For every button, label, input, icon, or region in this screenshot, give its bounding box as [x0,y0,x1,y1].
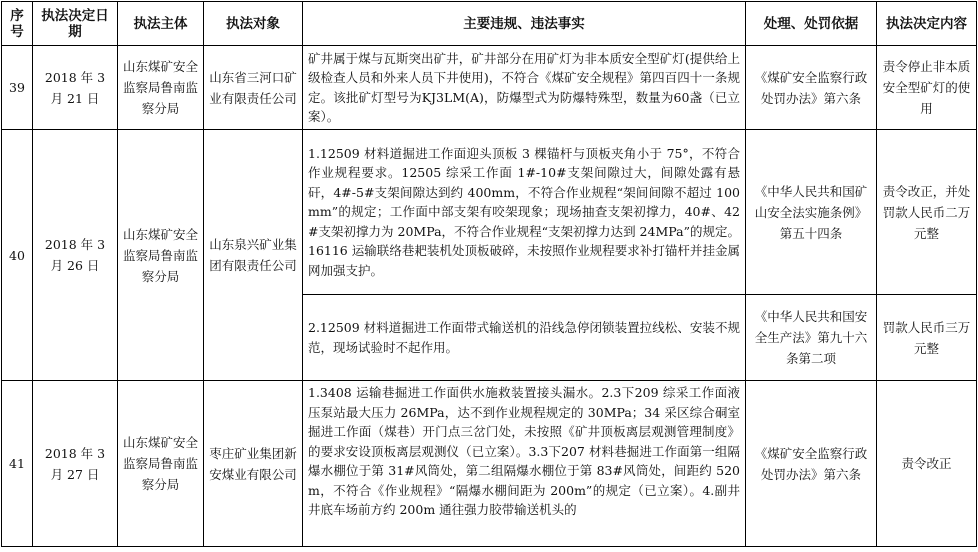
row-basis: 《中华人民共和国矿山安全法实施条例》第五十四条 [746,130,877,295]
header-row [2,2,977,46]
row-date: 2018 年 3 月 27 日 [33,381,118,547]
row-content-2: 罚款人民币三万元整 [877,295,977,381]
col-header-no: 序号 [2,2,33,46]
row-basis: 《煤矿安全监察行政处罚办法》第六条 [746,46,877,130]
col-header-date: 执法决定日期 [33,2,118,46]
col-header-subject: 执法主体 [118,2,204,46]
row-content: 责令改正，并处罚款人民币二万元整 [877,130,977,295]
row-content: 责令改正 [877,381,977,547]
row-facts-2: 2.12509 材料道掘进工作面带式输送机的沿线急停闭锁装置拉线松、安装不规范，现场试验时不起作用。 [303,295,746,381]
table-row [2,130,977,295]
row-no: 39 [2,46,33,130]
col-header-facts: 主要违规、违法事实 [303,2,746,46]
col-header-content: 执法决定内容 [877,2,977,46]
col-header-target: 执法对象 [204,2,303,46]
row-facts: 矿井属于煤与瓦斯突出矿井，矿井部分在用矿灯为非本质安全型矿灯(提供给上级检查人员和外来人员下井使用)，不符合《煤矿安全规程》第四百四十一条规定。该批矿灯型号为KJ3LM(A)，防爆型式为防爆特殊型，数量为60盏（已立案）。 [303,46,746,130]
table-row [2,381,977,547]
row-facts: 1.12509 材料道掘进工作面迎头顶板 3 棵锚杆与顶板夹角小于 75°，不符合作业规程要求。12505 综采工作面 1#-10#支架间隙过大，间隙处露有悬矸，4#-5#支架间隙达到约 400mm，不符合作业规程“架间间隙不超过 100mm”的规定；工作面中部支架有咬架现象；现场抽查支架初撑力，40#、42#支架初撑力为 20MPa，不符合作业规程“支架初撑力达到 24MPa”的规定。16116 运输联络巷耙装机处顶板破碎，未按照作业规程要求补打锚杆并挂金属网加强支护。 [303,130,746,295]
row-basis: 《煤矿安全监察行政处罚办法》第六条 [746,381,877,547]
row-target: 山东省三河口矿业有限责任公司 [204,46,303,130]
row-basis-2: 《中华人民共和国安全生产法》第九十六条第二项 [746,295,877,381]
row-subject: 山东煤矿安全监察局鲁南监察分局 [118,381,204,547]
row-subject: 山东煤矿安全监察局鲁南监察分局 [118,130,204,381]
row-content: 责令停止非本质安全型矿灯的使用 [877,46,977,130]
row-subject: 山东煤矿安全监察局鲁南监察分局 [118,46,204,130]
row-facts: 1.3408 运输巷掘进工作面供水施救装置接头漏水。2.3下209 综采工作面液压泵站最大压力 26MPa，达不到作业规程规定的 30MPa；34 采区综合硐室掘进工作面（煤巷）开门点三岔门处，未按照《矿井顶板离层观测管理制度》的要求安设顶板离层观测仪（已立案）。3.3下207 材料巷掘进工作面第一组隔爆水棚位于第 31#风筒处，第二组隔爆水棚位于第 83#风筒处，间距约 520m，不符合《作业规程》“隔爆水棚间距为 200m”的规定（已立案）。4.副井井底车场前方约 200m 通往强力胶带输送机头的 [303,381,746,547]
table-row [2,46,977,130]
enforcement-table [1,1,977,547]
row-target: 山东泉兴矿业集团有限责任公司 [204,130,303,381]
row-date: 2018 年 3 月 26 日 [33,130,118,381]
col-header-basis: 处理、处罚依据 [746,2,877,46]
row-target: 枣庄矿业集团新安煤业有限公司 [204,381,303,547]
row-no: 41 [2,381,33,547]
row-date: 2018 年 3 月 21 日 [33,46,118,130]
row-no: 40 [2,130,33,381]
